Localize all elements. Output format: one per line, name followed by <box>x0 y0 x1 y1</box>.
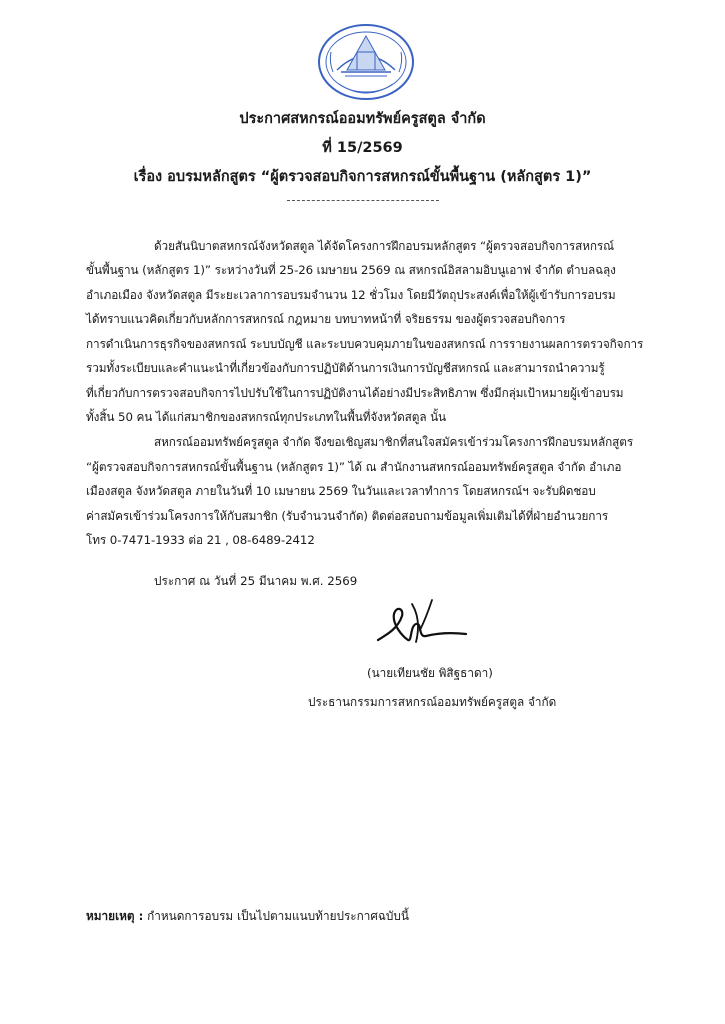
announcement-number: ที่ 15/2569 <box>322 140 403 156</box>
body-paragraph-1-line: ด้วยสันนิบาตสหกรณ์จังหวัดสตูล ได้จัดโครงการฝึกอบรมหลักสูตร “ผู้ตรวจสอบกิจการสหกรณ์ <box>154 239 614 253</box>
body-paragraph-1-line: ได้ทราบแนวคิดเกี่ยวกับหลักการสหกรณ์ กฎหมาย บทบาทหน้าที่ จริยธรรม ของผู้ตรวจสอบกิจการ <box>86 312 566 326</box>
body-paragraph-1-line: อำเภอเมือง จังหวัดสตูล มีระยะเวลาการอบรมจำนวน 12 ชั่วโมง โดยมีวัตถุประสงค์เพื่อให้ผู้เข้ารับการอบรม <box>86 288 616 302</box>
announcement-subject: เรื่อง อบรมหลักสูตร “ผู้ตรวจสอบกิจการสหกรณ์ขั้นพื้นฐาน (หลักสูตร 1)” <box>133 169 592 185</box>
body-paragraph-2-line: เมืองสตูล จังหวัดสตูล ภายในวันที่ 10 เมษายน 2569 ในวันและเวลาทำการ โดยสหกรณ์ฯ จะรับผิดชอบ <box>86 484 596 498</box>
signature-icon <box>372 596 470 658</box>
body-paragraph-1-line: ขั้นพื้นฐาน (หลักสูตร 1)” ระหว่างวันที่ 25-26 เมษายน 2569 ณ สหกรณ์อิสลามอิบนูเอาฟ จำกัด ตำบลฉลุง <box>86 263 616 277</box>
remark-label: หมายเหตุ : <box>86 909 144 923</box>
remark <box>86 907 409 926</box>
body-paragraph-2-line: สหกรณ์ออมทรัพย์ครูสตูล จำกัด จึงขอเชิญสมาชิกที่สนใจสมัครเข้าร่วมโครงการฝึกอบรมหลักสูตร <box>154 435 634 449</box>
cooperative-seal-icon <box>317 22 415 102</box>
remark-text: กำหนดการอบรม เป็นไปตามแนบท้ายประกาศฉบับนี้ <box>143 909 409 923</box>
announcement-title: ประกาศสหกรณ์ออมทรัพย์ครูสตูล จำกัด <box>239 111 486 127</box>
announcement-date: ประกาศ ณ วันที่ 25 มีนาคม พ.ศ. 2569 <box>154 574 358 588</box>
signer-name: (นายเทียนชัย พิสิฐธาดา) <box>367 666 493 680</box>
body-paragraph-2-line: “ผู้ตรวจสอบกิจการสหกรณ์ขั้นพื้นฐาน (หลักสูตร 1)” ได้ ณ สำนักงานสหกรณ์ออมทรัพย์ครูสตูล จำกัด อำเภอ <box>86 460 622 474</box>
body-paragraph-2-line: ค่าสมัครเข้าร่วมโครงการให้กับสมาชิก (รับจำนวนจำกัด) ติดต่อสอบถามข้อมูลเพิ่มเติมได้ที่ฝ่ายอำนวยการ <box>86 509 609 523</box>
divider <box>287 200 439 201</box>
body-paragraph-1-line: ทั้งสิ้น 50 คน ได้แก่สมาชิกของสหกรณ์ทุกประเภทในพื้นที่จังหวัดสตูล นั้น <box>86 410 447 424</box>
body-paragraph-1-line: การดำเนินการธุรกิจของสหกรณ์ ระบบบัญชี และระบบควบคุมภายในของสหกรณ์ การรายงานผลการตรวจกิจการ <box>86 337 644 351</box>
body-paragraph-1-line: ที่เกี่ยวกับการตรวจสอบกิจการไปปรับใช้ในการปฏิบัติงานได้อย่างมีประสิทธิภาพ ซึ่งมีกลุ่มเป้าหมายผู้เข้าอบรม <box>86 386 624 400</box>
body-paragraph-1-line: รวมทั้งระเบียบและคำแนะนำที่เกี่ยวข้องกับการปฏิบัติด้านการเงินการบัญชีสหกรณ์ และสามารถนำความรู้ <box>86 361 605 375</box>
body-paragraph-2-line: โทร 0-7471-1933 ต่อ 21 , 08-6489-2412 <box>86 533 315 547</box>
signer-position: ประธานกรรมการสหกรณ์ออมทรัพย์ครูสตูล จำกัด <box>308 695 557 709</box>
